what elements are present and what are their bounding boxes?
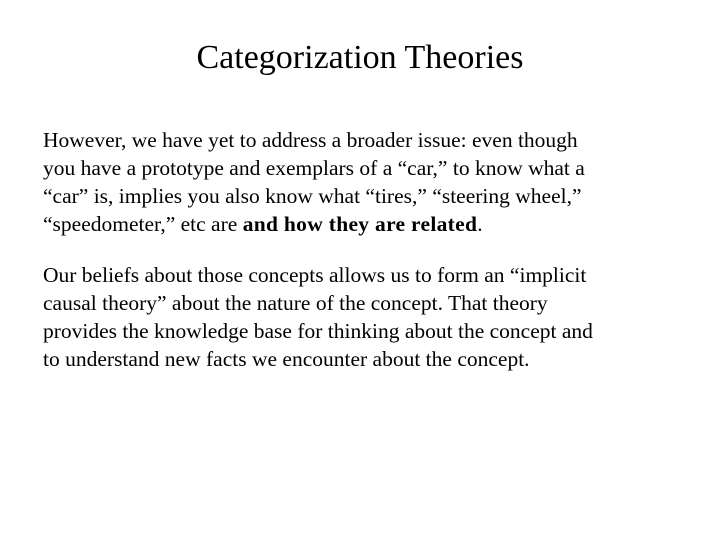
paragraph-2-line-1: Our beliefs about those concepts allows us to form an “implicit xyxy=(43,263,587,287)
emphasis-text: and how they are related xyxy=(242,212,478,236)
paragraph-2-line-3: provides the knowledge base for thinking about the concept and xyxy=(43,319,593,343)
slide-title: Categorization Theories xyxy=(196,39,524,76)
paragraph-1-line-1: However, we have yet to address a broader issue: even though xyxy=(43,128,578,152)
slide-body xyxy=(43,126,683,373)
paragraph-1-line-4 xyxy=(43,210,683,238)
paragraph-1-line-4-text: “speedometer,” etc are xyxy=(43,212,243,236)
paragraph-1 xyxy=(43,126,683,238)
paragraph-2-line-2: causal theory” about the nature of the concept. That theory xyxy=(43,291,548,315)
paragraph-1-line-4-end: . xyxy=(477,212,483,236)
paragraph-2-line-4: to understand new facts we encounter about the concept. xyxy=(43,347,530,371)
paragraph-1-line-3: “car” is, implies you also know what “tires,” “steering wheel,” xyxy=(43,184,582,208)
paragraph-1-line-2: you have a prototype and exemplars of a “car,” to know what a xyxy=(43,156,585,180)
paragraph-2 xyxy=(43,261,683,373)
